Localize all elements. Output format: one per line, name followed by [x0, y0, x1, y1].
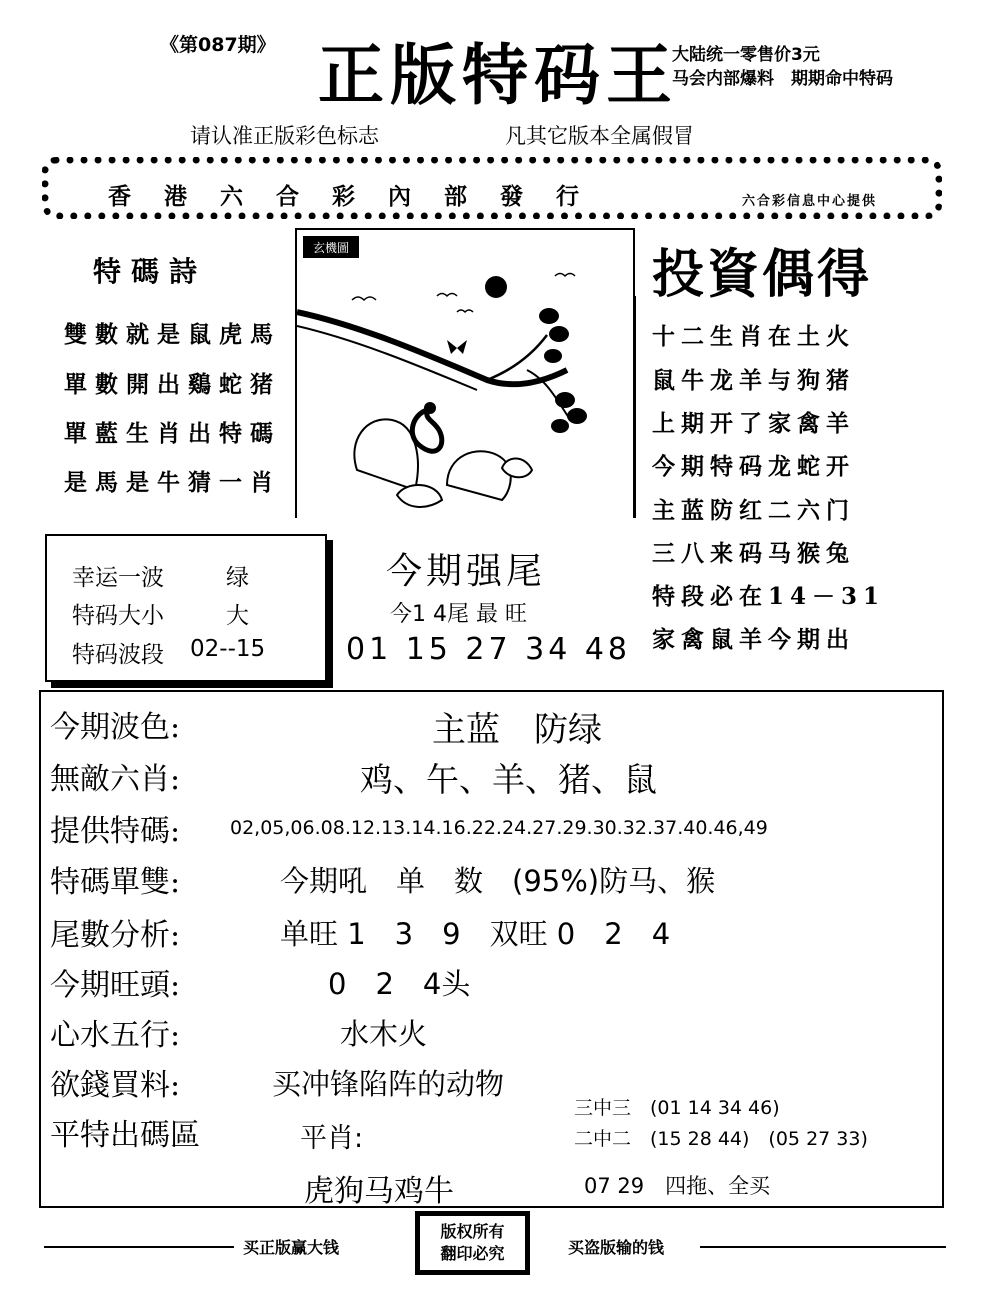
riddle-picture: [295, 228, 635, 518]
invest-line: 上期开了家禽羊: [652, 410, 855, 437]
drag-four: 07 29 四拖、全买: [584, 1174, 771, 1198]
row-label: 特碼單雙:: [50, 865, 181, 900]
footer-rule-left: [44, 1246, 234, 1248]
row-label: 今期波色:: [50, 710, 181, 745]
two-in-two: 二中二 (15 28 44) (05 27 33): [574, 1128, 868, 1150]
authenticity-notice-left: 请认准正版彩色标志: [190, 124, 379, 148]
row-label: 心水五行:: [50, 1018, 181, 1053]
seal-text: 玄機圖: [312, 241, 350, 255]
divider: [634, 296, 636, 518]
invest-line: 鼠牛龙羊与狗猪: [652, 367, 855, 394]
row-label: 欲錢買料:: [50, 1068, 181, 1103]
invest-line: 十二生肖在土火: [652, 323, 855, 350]
info-value: 大: [226, 603, 249, 629]
copyright-box: [415, 1211, 530, 1275]
authenticity-notice-right: 凡其它版本全属假冒: [505, 124, 694, 148]
info-value: 02--15: [190, 636, 266, 662]
row-label: 提供特碼:: [50, 814, 181, 849]
invest-line: 主蓝防红二六门: [652, 497, 855, 524]
row-value: 买冲锋陷阵的动物: [272, 1067, 505, 1101]
copyright-line: 翻印必究: [440, 1244, 505, 1263]
info-label: 特码波段: [72, 642, 164, 668]
row-value: 今期吼 单 数 (95%)防马、猴: [280, 864, 716, 898]
row-label: 今期旺頭:: [50, 968, 181, 1003]
invest-title: 投資偶得: [652, 244, 873, 305]
invest-line: 三八来码马猴兔: [652, 540, 855, 567]
row-label: 平特出碼區: [50, 1118, 200, 1153]
strong-tail-numbers: 01 15 27 34 48: [346, 632, 632, 667]
branch-snake-illustration: [297, 230, 637, 520]
strong-tail-sub: 今1 4尾 最 旺: [390, 602, 527, 627]
banner-text: 香港六合彩內部發行: [108, 183, 612, 210]
row-value: 0 2 4头: [328, 967, 471, 1001]
row-value: 鸡、午、羊、猪、鼠: [360, 760, 657, 799]
row-value: 平肖:: [300, 1123, 364, 1154]
footer-rule-right: [700, 1246, 946, 1248]
poem-line: 雙數就是鼠虎馬: [64, 321, 281, 348]
poem-title: 特碼詩: [93, 255, 208, 288]
footer-slogan-right: 买盗版输的钱: [568, 1238, 665, 1257]
strong-tail-title: 今期强尾: [386, 551, 547, 592]
info-label: 特码大小: [72, 603, 164, 629]
banner-credit: 六合彩信息中心提供: [742, 194, 878, 209]
page-title: 正版特码王: [318, 36, 678, 114]
tagline: 马会内部爆料 期期命中特码: [672, 69, 893, 89]
row-value: 主蓝 防绿: [432, 710, 602, 750]
invest-line: 今期特码龙蛇开: [652, 453, 855, 480]
three-in-three: 三中三 (01 14 34 46): [574, 1097, 780, 1119]
issue-number: 《第087期》: [160, 34, 276, 56]
row-label: 無敵六肖:: [50, 762, 181, 797]
price-note: 大陆统一零售价3元: [672, 45, 820, 65]
info-label: 幸运一波: [72, 565, 164, 591]
row-value: 02,05,06.08.12.13.14.16.22.24.27.29.30.32.37.40.46,49: [230, 817, 768, 839]
row-value: 单旺 1 3 9 双旺 0 2 4: [280, 917, 671, 951]
invest-line: 家禽鼠羊今期出: [652, 626, 855, 653]
invest-line: 特段必在14－31: [652, 583, 886, 610]
poem-line: 單數開出鷄蛇猪: [64, 371, 281, 398]
poem-line: 單藍生肖出特碼: [64, 420, 281, 447]
flat-animals: 虎狗马鸡牛: [304, 1174, 454, 1209]
info-value: 绿: [226, 565, 249, 591]
copyright-line: 版权所有: [440, 1222, 505, 1241]
row-value: 水木火: [340, 1017, 428, 1051]
row-label: 尾數分析:: [50, 918, 181, 953]
poem-line: 是馬是牛猜一肖: [64, 469, 281, 496]
footer-slogan-left: 买正版赢大钱: [243, 1238, 340, 1257]
